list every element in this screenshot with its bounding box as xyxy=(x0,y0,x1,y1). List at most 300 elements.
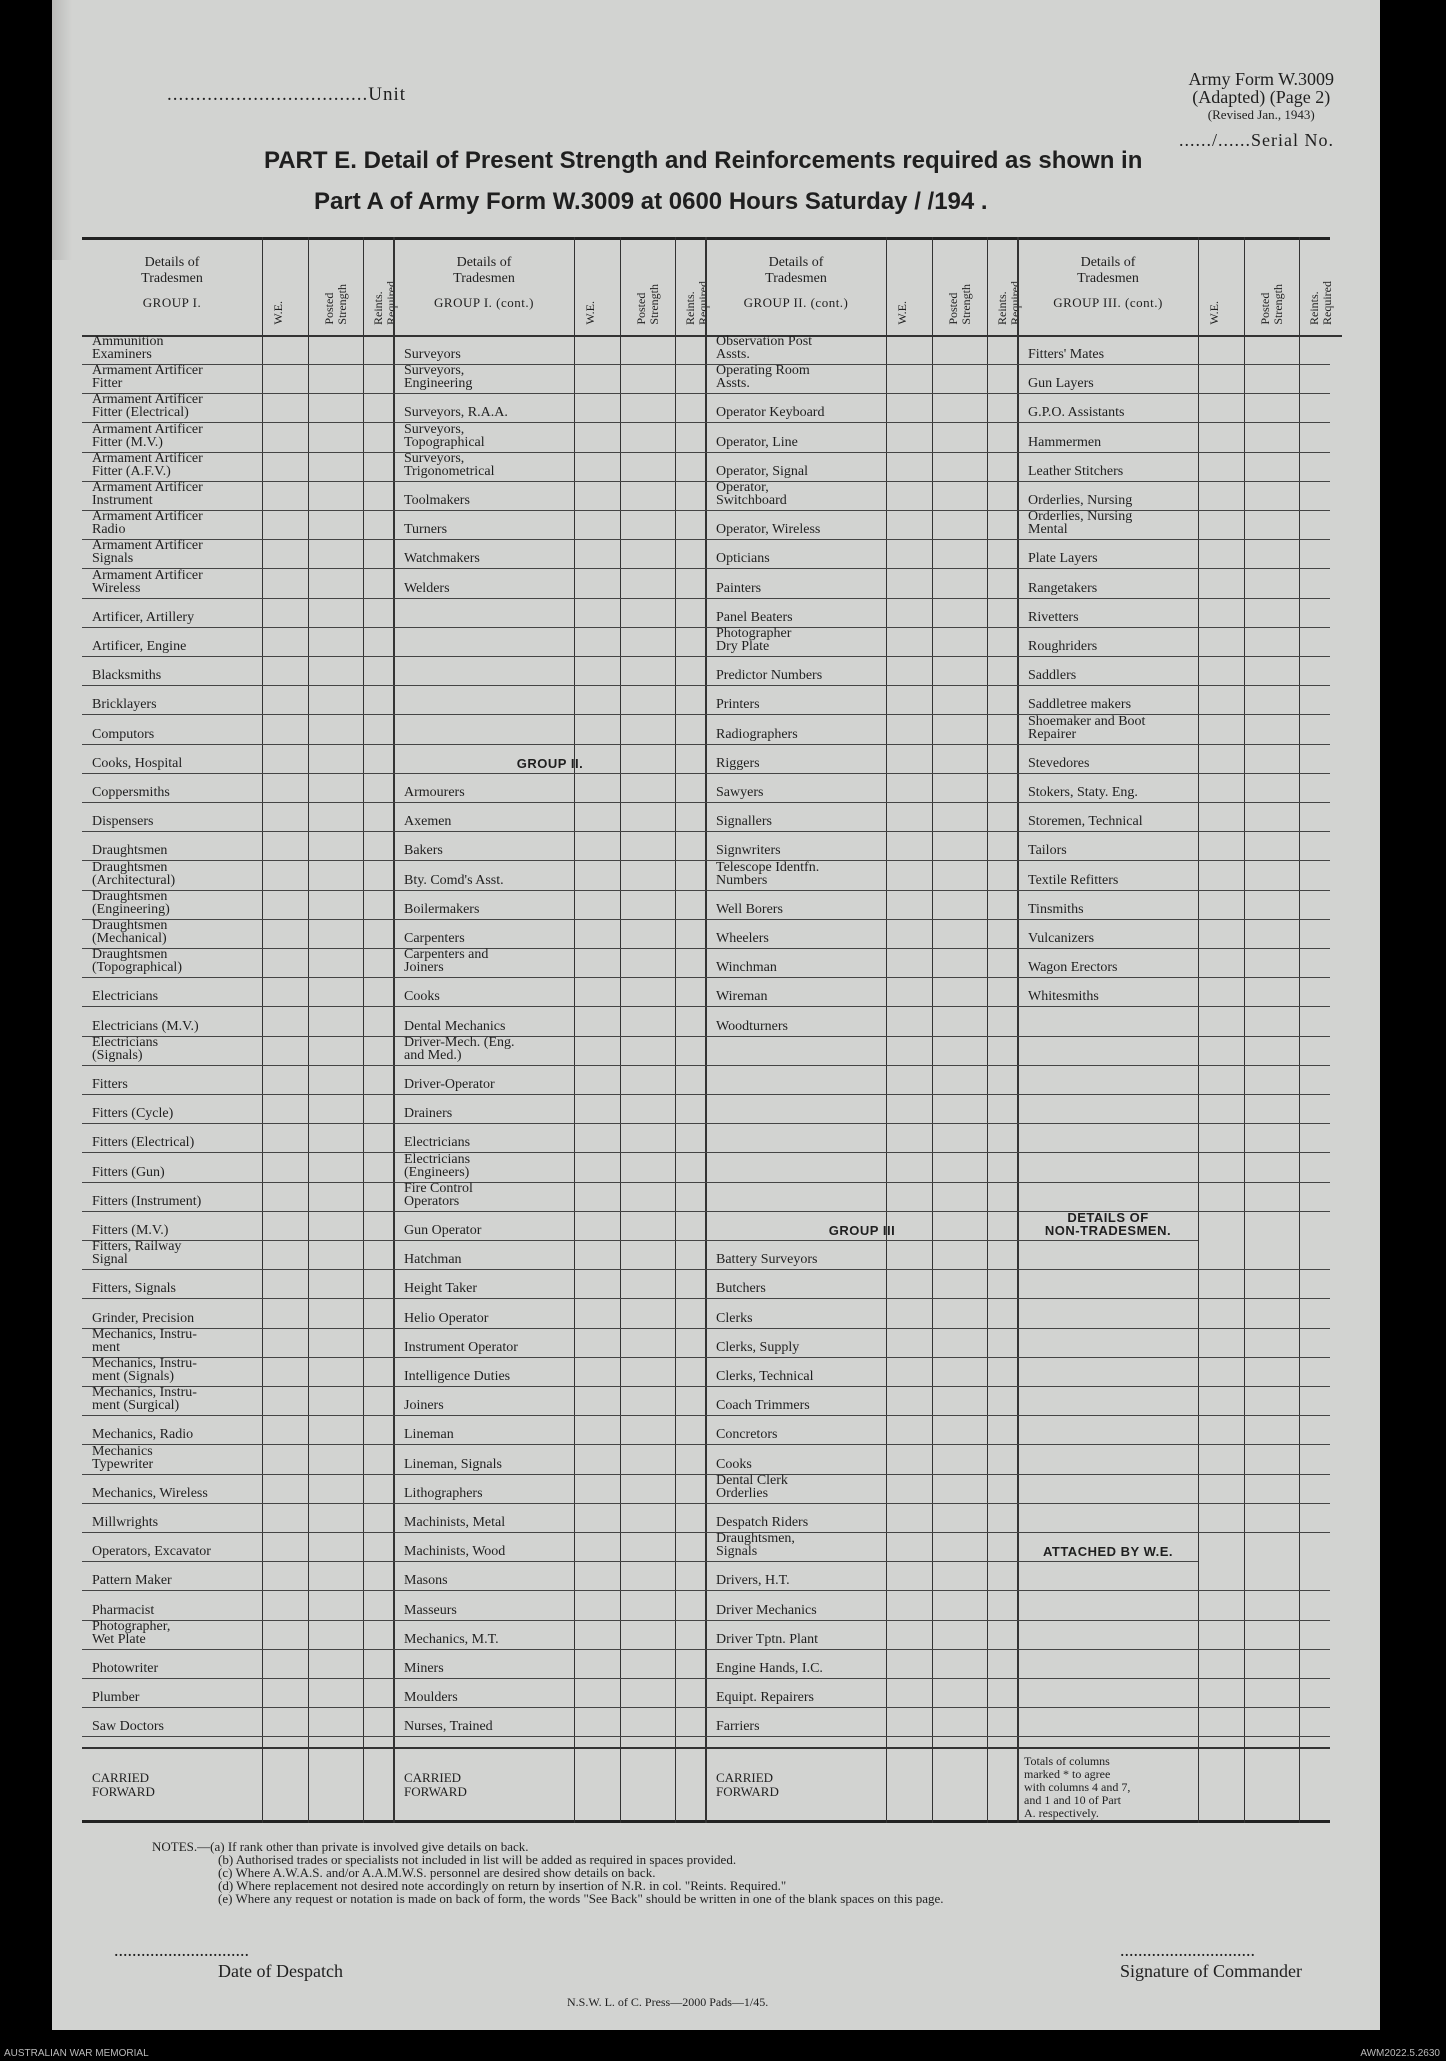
entry-cell-we[interactable] xyxy=(1198,569,1244,598)
entry-cell-we[interactable] xyxy=(262,831,308,860)
entry-cell-posted[interactable] xyxy=(308,1591,363,1620)
entry-cell-posted[interactable] xyxy=(932,1532,987,1561)
entry-cell-we[interactable] xyxy=(1198,1123,1244,1152)
entry-cell-posted[interactable] xyxy=(1244,948,1299,977)
entry-cell-posted[interactable] xyxy=(620,1386,675,1415)
entry-cell-reints[interactable] xyxy=(1299,1036,1342,1065)
entry-cell-posted[interactable] xyxy=(932,1386,987,1415)
entry-cell-posted[interactable] xyxy=(932,1678,987,1707)
entry-cell-posted[interactable] xyxy=(308,1678,363,1707)
entry-cell-posted[interactable] xyxy=(932,1591,987,1620)
entry-cell-reints[interactable] xyxy=(1299,452,1342,481)
entry-cell-we[interactable] xyxy=(574,1649,620,1678)
entry-cell-we[interactable] xyxy=(262,685,308,714)
entry-cell-reints[interactable] xyxy=(1299,627,1342,656)
entry-cell-posted[interactable] xyxy=(620,831,675,860)
entry-cell-we[interactable] xyxy=(262,802,308,831)
entry-cell-we[interactable] xyxy=(1198,1269,1244,1298)
entry-cell-we[interactable] xyxy=(886,1007,932,1036)
entry-cell-we[interactable] xyxy=(1198,1094,1244,1123)
entry-cell-we[interactable] xyxy=(1198,1649,1244,1678)
entry-cell-we[interactable] xyxy=(574,1532,620,1561)
entry-cell-we[interactable] xyxy=(574,510,620,539)
entry-cell-we[interactable] xyxy=(574,1678,620,1707)
entry-cell-posted[interactable] xyxy=(308,598,363,627)
entry-cell-we[interactable] xyxy=(1198,1299,1244,1328)
entry-cell-posted[interactable] xyxy=(308,831,363,860)
entry-cell-posted[interactable] xyxy=(932,423,987,452)
entry-cell-we[interactable] xyxy=(574,715,620,744)
entry-cell-we[interactable] xyxy=(574,1211,620,1240)
entry-cell-posted[interactable] xyxy=(308,364,363,393)
entry-cell-we[interactable] xyxy=(886,773,932,802)
entry-cell-posted[interactable] xyxy=(1244,861,1299,890)
entry-cell-we[interactable] xyxy=(574,1153,620,1182)
entry-cell-posted[interactable] xyxy=(932,802,987,831)
entry-cell-posted[interactable] xyxy=(620,1474,675,1503)
entry-cell-we[interactable] xyxy=(262,861,308,890)
entry-cell-reints[interactable] xyxy=(1299,1182,1342,1211)
entry-cell-we[interactable] xyxy=(262,393,308,422)
entry-cell-posted[interactable] xyxy=(308,1707,363,1736)
entry-cell-we[interactable] xyxy=(574,1415,620,1444)
entry-cell-we[interactable] xyxy=(262,1123,308,1152)
entry-cell-we[interactable] xyxy=(1198,539,1244,568)
entry-cell-we[interactable] xyxy=(1198,1065,1244,1094)
entry-cell-we[interactable] xyxy=(1198,1591,1244,1620)
entry-cell-posted[interactable] xyxy=(620,364,675,393)
entry-cell-we[interactable] xyxy=(262,656,308,685)
entry-cell-we[interactable] xyxy=(1198,627,1244,656)
entry-cell-posted[interactable] xyxy=(1244,569,1299,598)
entry-cell-posted[interactable] xyxy=(1244,481,1299,510)
entry-cell-we[interactable] xyxy=(574,1094,620,1123)
entry-cell-posted[interactable] xyxy=(1244,393,1299,422)
entry-cell-posted[interactable] xyxy=(932,1269,987,1298)
entry-cell-we[interactable] xyxy=(886,715,932,744)
entry-cell-posted[interactable] xyxy=(308,1182,363,1211)
entry-cell-we[interactable] xyxy=(262,890,308,919)
entry-cell-we[interactable] xyxy=(262,1240,308,1269)
entry-cell-we[interactable] xyxy=(1198,423,1244,452)
entry-cell-we[interactable] xyxy=(262,481,308,510)
entry-cell-reints[interactable] xyxy=(1299,569,1342,598)
entry-cell-we[interactable] xyxy=(886,1065,932,1094)
entry-cell-posted[interactable] xyxy=(308,393,363,422)
entry-cell-posted[interactable] xyxy=(932,685,987,714)
entry-cell-posted[interactable] xyxy=(308,1445,363,1474)
entry-cell-posted[interactable] xyxy=(1244,1707,1299,1736)
entry-cell-we[interactable] xyxy=(574,948,620,977)
entry-cell-reints[interactable] xyxy=(1299,598,1342,627)
entry-cell-posted[interactable] xyxy=(1244,1474,1299,1503)
entry-cell-reints[interactable] xyxy=(1299,831,1342,860)
entry-cell-posted[interactable] xyxy=(932,656,987,685)
entry-cell-posted[interactable] xyxy=(620,861,675,890)
entry-cell-posted[interactable] xyxy=(308,1415,363,1444)
entry-cell-posted[interactable] xyxy=(932,890,987,919)
entry-cell-posted[interactable] xyxy=(620,977,675,1006)
entry-cell-posted[interactable] xyxy=(620,393,675,422)
entry-cell-reints[interactable] xyxy=(1299,539,1342,568)
entry-cell-we[interactable] xyxy=(262,1299,308,1328)
entry-cell-posted[interactable] xyxy=(932,948,987,977)
entry-cell-reints[interactable] xyxy=(1299,1503,1342,1532)
entry-cell-we[interactable] xyxy=(262,744,308,773)
entry-cell-we[interactable] xyxy=(886,1415,932,1444)
entry-cell-we[interactable] xyxy=(886,364,932,393)
entry-cell-posted[interactable] xyxy=(932,598,987,627)
entry-cell-we[interactable] xyxy=(1198,1474,1244,1503)
entry-cell-posted[interactable] xyxy=(308,1299,363,1328)
entry-cell-we[interactable] xyxy=(262,1094,308,1123)
entry-cell-we[interactable] xyxy=(262,1036,308,1065)
entry-cell-reints[interactable] xyxy=(1299,1094,1342,1123)
entry-cell-posted[interactable] xyxy=(1244,1007,1299,1036)
entry-cell-we[interactable] xyxy=(574,1707,620,1736)
entry-cell-we[interactable] xyxy=(886,1182,932,1211)
entry-cell-posted[interactable] xyxy=(932,627,987,656)
entry-cell-posted[interactable] xyxy=(620,1211,675,1240)
entry-cell-posted[interactable] xyxy=(620,1503,675,1532)
entry-cell-posted[interactable] xyxy=(932,831,987,860)
entry-cell-we[interactable] xyxy=(886,890,932,919)
entry-cell-we[interactable] xyxy=(262,773,308,802)
entry-cell-we[interactable] xyxy=(262,1620,308,1649)
entry-cell-we[interactable] xyxy=(574,598,620,627)
entry-cell-posted[interactable] xyxy=(620,510,675,539)
entry-cell-reints[interactable] xyxy=(1299,656,1342,685)
entry-cell-posted[interactable] xyxy=(308,919,363,948)
entry-cell-posted[interactable] xyxy=(620,1299,675,1328)
entry-cell-we[interactable] xyxy=(574,890,620,919)
entry-cell-posted[interactable] xyxy=(1244,656,1299,685)
entry-cell-posted[interactable] xyxy=(932,393,987,422)
entry-cell-we[interactable] xyxy=(886,627,932,656)
entry-cell-we[interactable] xyxy=(1198,773,1244,802)
entry-cell-we[interactable] xyxy=(1198,890,1244,919)
entry-cell-we[interactable] xyxy=(886,861,932,890)
entry-cell-we[interactable] xyxy=(574,1299,620,1328)
entry-cell-posted[interactable] xyxy=(620,598,675,627)
entry-cell-posted[interactable] xyxy=(308,948,363,977)
entry-cell-posted[interactable] xyxy=(932,539,987,568)
entry-cell-reints[interactable] xyxy=(1299,1240,1342,1269)
entry-cell-reints[interactable] xyxy=(1299,773,1342,802)
entry-cell-reints[interactable] xyxy=(1299,802,1342,831)
entry-cell-we[interactable] xyxy=(574,393,620,422)
entry-cell-we[interactable] xyxy=(886,1445,932,1474)
entry-cell-posted[interactable] xyxy=(1244,977,1299,1006)
entry-cell-we[interactable] xyxy=(1198,948,1244,977)
entry-cell-we[interactable] xyxy=(1198,861,1244,890)
entry-cell-posted[interactable] xyxy=(1244,452,1299,481)
entry-cell-posted[interactable] xyxy=(308,773,363,802)
entry-cell-reints[interactable] xyxy=(1299,1269,1342,1298)
entry-cell-we[interactable] xyxy=(574,1474,620,1503)
entry-cell-we[interactable] xyxy=(1198,1007,1244,1036)
entry-cell-posted[interactable] xyxy=(1244,1269,1299,1298)
entry-cell-we[interactable] xyxy=(1198,1357,1244,1386)
entry-cell-posted[interactable] xyxy=(932,510,987,539)
entry-cell-we[interactable] xyxy=(1198,656,1244,685)
entry-cell-we[interactable] xyxy=(1198,1707,1244,1736)
entry-cell-reints[interactable] xyxy=(1299,1415,1342,1444)
entry-cell-reints[interactable] xyxy=(1299,364,1342,393)
entry-cell-reints[interactable] xyxy=(1299,715,1342,744)
entry-cell-posted[interactable] xyxy=(308,569,363,598)
entry-cell-posted[interactable] xyxy=(620,1415,675,1444)
entry-cell-we[interactable] xyxy=(262,1678,308,1707)
entry-cell-posted[interactable] xyxy=(308,1123,363,1152)
entry-cell-we[interactable] xyxy=(262,1269,308,1298)
entry-cell-posted[interactable] xyxy=(1244,1503,1299,1532)
entry-cell-posted[interactable] xyxy=(308,656,363,685)
entry-cell-we[interactable] xyxy=(886,1620,932,1649)
entry-cell-reints[interactable] xyxy=(1299,1328,1342,1357)
entry-cell-we[interactable] xyxy=(1198,1620,1244,1649)
entry-cell-we[interactable] xyxy=(262,1328,308,1357)
entry-cell-we[interactable] xyxy=(262,1007,308,1036)
entry-cell-we[interactable] xyxy=(262,452,308,481)
entry-cell-posted[interactable] xyxy=(308,539,363,568)
entry-cell-posted[interactable] xyxy=(620,1678,675,1707)
entry-cell-posted[interactable] xyxy=(932,744,987,773)
entry-cell-posted[interactable] xyxy=(932,1357,987,1386)
entry-cell-posted[interactable] xyxy=(620,685,675,714)
entry-cell-we[interactable] xyxy=(886,569,932,598)
entry-cell-posted[interactable] xyxy=(620,1357,675,1386)
entry-cell-we[interactable] xyxy=(262,1707,308,1736)
entry-cell-posted[interactable] xyxy=(308,1269,363,1298)
entry-cell-we[interactable] xyxy=(574,1357,620,1386)
entry-cell-posted[interactable] xyxy=(932,569,987,598)
entry-cell-posted[interactable] xyxy=(308,1649,363,1678)
entry-cell-we[interactable] xyxy=(262,715,308,744)
entry-cell-posted[interactable] xyxy=(932,1094,987,1123)
entry-cell-we[interactable] xyxy=(262,919,308,948)
entry-cell-posted[interactable] xyxy=(308,1240,363,1269)
entry-cell-reints[interactable] xyxy=(1299,948,1342,977)
entry-cell-posted[interactable] xyxy=(308,1561,363,1590)
entry-cell-posted[interactable] xyxy=(932,1445,987,1474)
entry-cell-we[interactable] xyxy=(1198,393,1244,422)
entry-cell-reints[interactable] xyxy=(1299,481,1342,510)
entry-cell-posted[interactable] xyxy=(1244,890,1299,919)
entry-cell-we[interactable] xyxy=(886,948,932,977)
entry-cell-posted[interactable] xyxy=(1244,1357,1299,1386)
entry-cell-we[interactable] xyxy=(262,1532,308,1561)
entry-cell-posted[interactable] xyxy=(932,1153,987,1182)
entry-cell-we[interactable] xyxy=(886,1474,932,1503)
entry-cell-posted[interactable] xyxy=(308,423,363,452)
entry-cell-reints[interactable] xyxy=(1299,1591,1342,1620)
entry-cell-posted[interactable] xyxy=(308,510,363,539)
entry-cell-posted[interactable] xyxy=(932,364,987,393)
entry-cell-we[interactable] xyxy=(574,1328,620,1357)
entry-cell-posted[interactable] xyxy=(620,1269,675,1298)
entry-cell-posted[interactable] xyxy=(932,773,987,802)
entry-cell-we[interactable] xyxy=(886,744,932,773)
entry-cell-we[interactable] xyxy=(262,364,308,393)
entry-cell-posted[interactable] xyxy=(308,802,363,831)
entry-cell-posted[interactable] xyxy=(620,1153,675,1182)
entry-cell-posted[interactable] xyxy=(1244,1678,1299,1707)
entry-cell-posted[interactable] xyxy=(932,1123,987,1152)
entry-cell-posted[interactable] xyxy=(620,1065,675,1094)
entry-cell-reints[interactable] xyxy=(1299,1649,1342,1678)
entry-cell-we[interactable] xyxy=(1198,715,1244,744)
entry-cell-reints[interactable] xyxy=(1299,423,1342,452)
entry-cell-posted[interactable] xyxy=(1244,1036,1299,1065)
entry-cell-we[interactable] xyxy=(262,627,308,656)
entry-cell-we[interactable] xyxy=(886,335,932,364)
entry-cell-posted[interactable] xyxy=(1244,744,1299,773)
entry-cell-we[interactable] xyxy=(262,1211,308,1240)
entry-cell-reints[interactable] xyxy=(1299,744,1342,773)
entry-cell-we[interactable] xyxy=(574,1386,620,1415)
entry-cell-reints[interactable] xyxy=(1299,1678,1342,1707)
entry-cell-we[interactable] xyxy=(574,1036,620,1065)
entry-cell-posted[interactable] xyxy=(932,1707,987,1736)
entry-cell-posted[interactable] xyxy=(308,452,363,481)
entry-cell-we[interactable] xyxy=(886,1503,932,1532)
entry-cell-we[interactable] xyxy=(886,656,932,685)
entry-cell-posted[interactable] xyxy=(1244,1649,1299,1678)
entry-cell-we[interactable] xyxy=(574,1269,620,1298)
entry-cell-posted[interactable] xyxy=(1244,1065,1299,1094)
entry-cell-we[interactable] xyxy=(574,569,620,598)
entry-cell-posted[interactable] xyxy=(932,1561,987,1590)
entry-cell-posted[interactable] xyxy=(932,1415,987,1444)
entry-cell-we[interactable] xyxy=(262,1474,308,1503)
entry-cell-we[interactable] xyxy=(1198,598,1244,627)
entry-cell-we[interactable] xyxy=(886,919,932,948)
entry-cell-posted[interactable] xyxy=(932,452,987,481)
entry-cell-posted[interactable] xyxy=(1244,802,1299,831)
entry-cell-posted[interactable] xyxy=(308,1357,363,1386)
entry-cell-posted[interactable] xyxy=(308,744,363,773)
entry-cell-reints[interactable] xyxy=(1299,1620,1342,1649)
entry-cell-posted[interactable] xyxy=(620,715,675,744)
entry-cell-reints[interactable] xyxy=(1299,510,1342,539)
entry-cell-we[interactable] xyxy=(1198,481,1244,510)
entry-cell-we[interactable] xyxy=(886,1678,932,1707)
entry-cell-we[interactable] xyxy=(262,1065,308,1094)
entry-cell-we[interactable] xyxy=(1198,1328,1244,1357)
entry-cell-posted[interactable] xyxy=(308,481,363,510)
entry-cell-posted[interactable] xyxy=(620,656,675,685)
entry-cell-we[interactable] xyxy=(574,656,620,685)
entry-cell-posted[interactable] xyxy=(1244,831,1299,860)
entry-cell-we[interactable] xyxy=(886,1299,932,1328)
entry-cell-posted[interactable] xyxy=(932,1299,987,1328)
entry-cell-posted[interactable] xyxy=(308,1065,363,1094)
entry-cell-reints[interactable] xyxy=(1299,1357,1342,1386)
entry-cell-we[interactable] xyxy=(886,802,932,831)
entry-cell-we[interactable] xyxy=(886,1561,932,1590)
entry-cell-posted[interactable] xyxy=(308,1620,363,1649)
entry-cell-we[interactable] xyxy=(1198,802,1244,831)
entry-cell-posted[interactable] xyxy=(1244,715,1299,744)
entry-cell-posted[interactable] xyxy=(308,685,363,714)
entry-cell-posted[interactable] xyxy=(932,335,987,364)
entry-cell-we[interactable] xyxy=(574,831,620,860)
entry-cell-we[interactable] xyxy=(886,1036,932,1065)
entry-cell-posted[interactable] xyxy=(308,1328,363,1357)
entry-cell-we[interactable] xyxy=(886,1532,932,1561)
entry-cell-we[interactable] xyxy=(1198,1036,1244,1065)
entry-cell-posted[interactable] xyxy=(308,890,363,919)
entry-cell-we[interactable] xyxy=(886,977,932,1006)
entry-cell-we[interactable] xyxy=(262,569,308,598)
entry-cell-posted[interactable] xyxy=(1244,598,1299,627)
entry-cell-we[interactable] xyxy=(574,1591,620,1620)
entry-cell-posted[interactable] xyxy=(1244,1620,1299,1649)
entry-cell-we[interactable] xyxy=(1198,919,1244,948)
entry-cell-posted[interactable] xyxy=(308,1386,363,1415)
entry-cell-posted[interactable] xyxy=(1244,423,1299,452)
entry-cell-posted[interactable] xyxy=(620,802,675,831)
entry-cell-posted[interactable] xyxy=(620,773,675,802)
entry-cell-reints[interactable] xyxy=(1299,1007,1342,1036)
entry-cell-we[interactable] xyxy=(262,1649,308,1678)
entry-cell-we[interactable] xyxy=(886,1649,932,1678)
entry-cell-we[interactable] xyxy=(574,423,620,452)
entry-cell-posted[interactable] xyxy=(620,1532,675,1561)
entry-cell-posted[interactable] xyxy=(932,1474,987,1503)
entry-cell-we[interactable] xyxy=(886,831,932,860)
entry-cell-we[interactable] xyxy=(262,423,308,452)
entry-cell-posted[interactable] xyxy=(620,1561,675,1590)
entry-cell-we[interactable] xyxy=(1198,335,1244,364)
entry-cell-we[interactable] xyxy=(886,1269,932,1298)
entry-cell-reints[interactable] xyxy=(1299,919,1342,948)
entry-cell-we[interactable] xyxy=(262,1182,308,1211)
entry-cell-posted[interactable] xyxy=(932,481,987,510)
entry-cell-we[interactable] xyxy=(1198,1240,1244,1269)
entry-cell-reints[interactable] xyxy=(1299,393,1342,422)
entry-cell-posted[interactable] xyxy=(308,1211,363,1240)
entry-cell-we[interactable] xyxy=(886,1328,932,1357)
entry-cell-posted[interactable] xyxy=(932,861,987,890)
entry-cell-reints[interactable] xyxy=(1299,335,1342,364)
entry-cell-posted[interactable] xyxy=(1244,1123,1299,1152)
entry-cell-we[interactable] xyxy=(574,1065,620,1094)
entry-cell-posted[interactable] xyxy=(308,1094,363,1123)
entry-cell-posted[interactable] xyxy=(308,1503,363,1532)
entry-cell-we[interactable] xyxy=(886,685,932,714)
entry-cell-posted[interactable] xyxy=(620,1328,675,1357)
entry-cell-we[interactable] xyxy=(262,1153,308,1182)
entry-cell-we[interactable] xyxy=(262,335,308,364)
entry-cell-we[interactable] xyxy=(574,364,620,393)
entry-cell-reints[interactable] xyxy=(1299,1123,1342,1152)
entry-cell-posted[interactable] xyxy=(620,1094,675,1123)
entry-cell-posted[interactable] xyxy=(308,1532,363,1561)
entry-cell-posted[interactable] xyxy=(620,948,675,977)
entry-cell-posted[interactable] xyxy=(1244,1328,1299,1357)
entry-cell-posted[interactable] xyxy=(308,861,363,890)
entry-cell-we[interactable] xyxy=(574,1123,620,1152)
entry-cell-reints[interactable] xyxy=(1299,1299,1342,1328)
entry-cell-posted[interactable] xyxy=(1244,1182,1299,1211)
entry-cell-posted[interactable] xyxy=(620,1240,675,1269)
entry-cell-posted[interactable] xyxy=(620,1007,675,1036)
entry-cell-posted[interactable] xyxy=(932,1182,987,1211)
entry-cell-reints[interactable] xyxy=(1299,861,1342,890)
entry-cell-we[interactable] xyxy=(262,948,308,977)
